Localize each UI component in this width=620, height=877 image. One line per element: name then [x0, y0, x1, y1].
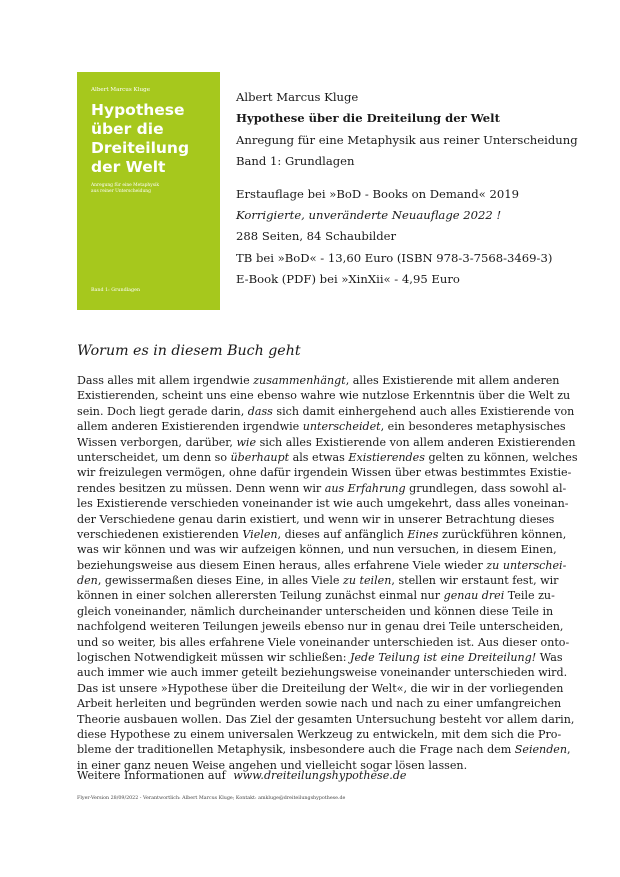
info-pages: 288 Seiten, 84 Schaubilder: [236, 229, 397, 244]
text-line: logischen Notwendigkeit müssen wir schließen: Jede Teilung ist eine Dreiteilung! Was: [77, 651, 563, 665]
text-line: den, gewissermaßen dieses Eine, in alles Viele zu teilen, stellen wir erstaunt fest, wir: [77, 574, 559, 588]
info-paperback: TB bei »BoD« - 13,60 Euro (ISBN 978-3-7568-3469-3): [236, 250, 553, 265]
section-heading: Worum es in diesem Buch geht: [77, 343, 301, 359]
cover-title-line: Hypothese: [91, 101, 185, 119]
text-line: rendes besitzen zu müssen. Denn wenn wir aus Erfahrung grundlegen, dass sowohl al-: [77, 481, 567, 495]
text-line: was wir können und was wir aufzeigen können, und nun versuchen, in diesem Einen,: [77, 543, 557, 557]
text-line: Dass alles mit allem irgendwie zusammenhängt, alles Existierende mit allem anderen: [77, 374, 560, 387]
book-info: [236, 87, 606, 291]
info-title: Hypothese über die Dreiteilung der Welt: [236, 111, 500, 126]
more-info-label: Weitere Informationen auf: [77, 769, 226, 782]
cover-title-line: Dreiteilung: [91, 139, 190, 157]
text-line: wir freizulegen vermögen, ohne dafür irgendein Wissen über etwas bestimmtes Existie-: [77, 466, 572, 480]
cover-subtitle-line: aus reiner Unterscheidung: [91, 189, 151, 195]
text-line: in einer ganz neuen Weise angehen und vielleicht sogar lösen lassen.: [77, 758, 468, 772]
text-line: diese Hypothese zu einem universalen Werkzeug zu entwickeln, mit dem sich die Pro-: [77, 727, 562, 741]
cover-title: [91, 101, 216, 177]
info-ebook: E-Book (PDF) bei »XinXii« - 4,95 Euro: [236, 272, 460, 287]
cover-volume: Band 1: Grundlagen: [91, 288, 141, 293]
text-line: nachfolgend weiteren Teilungen jeweils ebenso nur in genau drei Teile unterscheiden,: [77, 620, 564, 634]
text-line: der Verschiedene genau darin existiert, und wenn wir in unserer Betrachtung dieses: [77, 512, 555, 526]
cover-subtitle-line: Anregung für eine Metaphysik: [91, 183, 160, 188]
footer-note: Flyer-Version 28/09/2022 - Verantwortlich: Albert Marcus Kluge; Kontakt: amkluge@dreiteilungshypothese.de: [77, 796, 346, 801]
text-line: Theorie ausbauen wollen. Das Ziel der gesamten Untersuchung besteht vor allem darin,: [77, 712, 575, 726]
text-line: Wissen verborgen, darüber, wie sich alles Existierende von allem anderen Existierenden: [77, 435, 576, 449]
info-first-edition: Erstauflage bei »BoD - Books on Demand« 2019: [236, 186, 519, 201]
info-volume: Band 1: Grundlagen: [236, 154, 355, 169]
cover-subtitle: [91, 183, 201, 196]
text-line: sein. Doch liegt gerade darin, dass sich damit einhergehend auch alles Existierende von: [77, 404, 575, 418]
info-reprint: Korrigierte, unveränderte Neuauflage 2022 !: [236, 207, 502, 222]
text-line: können in einer solchen allerersten Teilung zunächst einmal nur genau drei Teile zu-: [77, 589, 555, 603]
text-line: auch immer wie auch immer geteilt beziehungsweise voneinander unterschieden wird.: [77, 666, 568, 680]
text-line: les Existierende verschieden voneinander ist wie auch umgekehrt, dass alles voneinan-: [77, 497, 569, 511]
more-info: [77, 769, 406, 782]
website-link[interactable]: www.dreiteilungshypothese.de: [233, 769, 407, 782]
text-line: beziehungsweise aus diesem Einen heraus, alles erfahrene Viele wieder zu unterschei-: [77, 558, 567, 572]
cover-title-line: der Welt: [91, 158, 166, 176]
body-paragraph: [77, 373, 578, 773]
info-spacer: [236, 173, 606, 184]
cover-title-line: über die: [91, 120, 164, 138]
text-line: Existierenden, scheint uns eine ebenso wahre wie nutzlose Erkenntnis über die Welt zu: [77, 389, 571, 403]
cover-author: Albert Marcus Kluge: [91, 87, 151, 93]
text-line: unterscheidet, um denn so überhaupt als etwas Existierendes gelten zu können, welches: [77, 450, 578, 464]
text-line: verschiedenen existierenden Vielen, dieses auf anfänglich Eines zurückführen können,: [77, 527, 567, 541]
text-line: allem anderen Existierenden irgendwie unterscheidet, ein besonderes metaphysisches: [77, 420, 566, 434]
text-line: Arbeit herleiten und begründen werden sowie nach und nach zu einer umfangreichen: [77, 697, 562, 711]
info-subtitle: Anregung für eine Metaphysik aus reiner Unterscheidung: [236, 132, 578, 147]
text-line: gleich voneinander, nämlich durcheinander unterscheiden und können diese Teile in: [77, 604, 554, 618]
text-line: und so weiter, bis alles erfahrene Viele voneinander unterschieden ist. Aus dieser onto-: [77, 635, 570, 649]
text-line: Das ist unsere »Hypothese über die Dreiteilung der Welt«, die wir in der vorliegenden: [77, 681, 564, 695]
text-line: bleme der traditionellen Metaphysik, insbesondere auch die Frage nach dem Seienden,: [77, 743, 571, 757]
info-author: Albert Marcus Kluge: [236, 90, 359, 104]
book-cover: [77, 72, 220, 310]
